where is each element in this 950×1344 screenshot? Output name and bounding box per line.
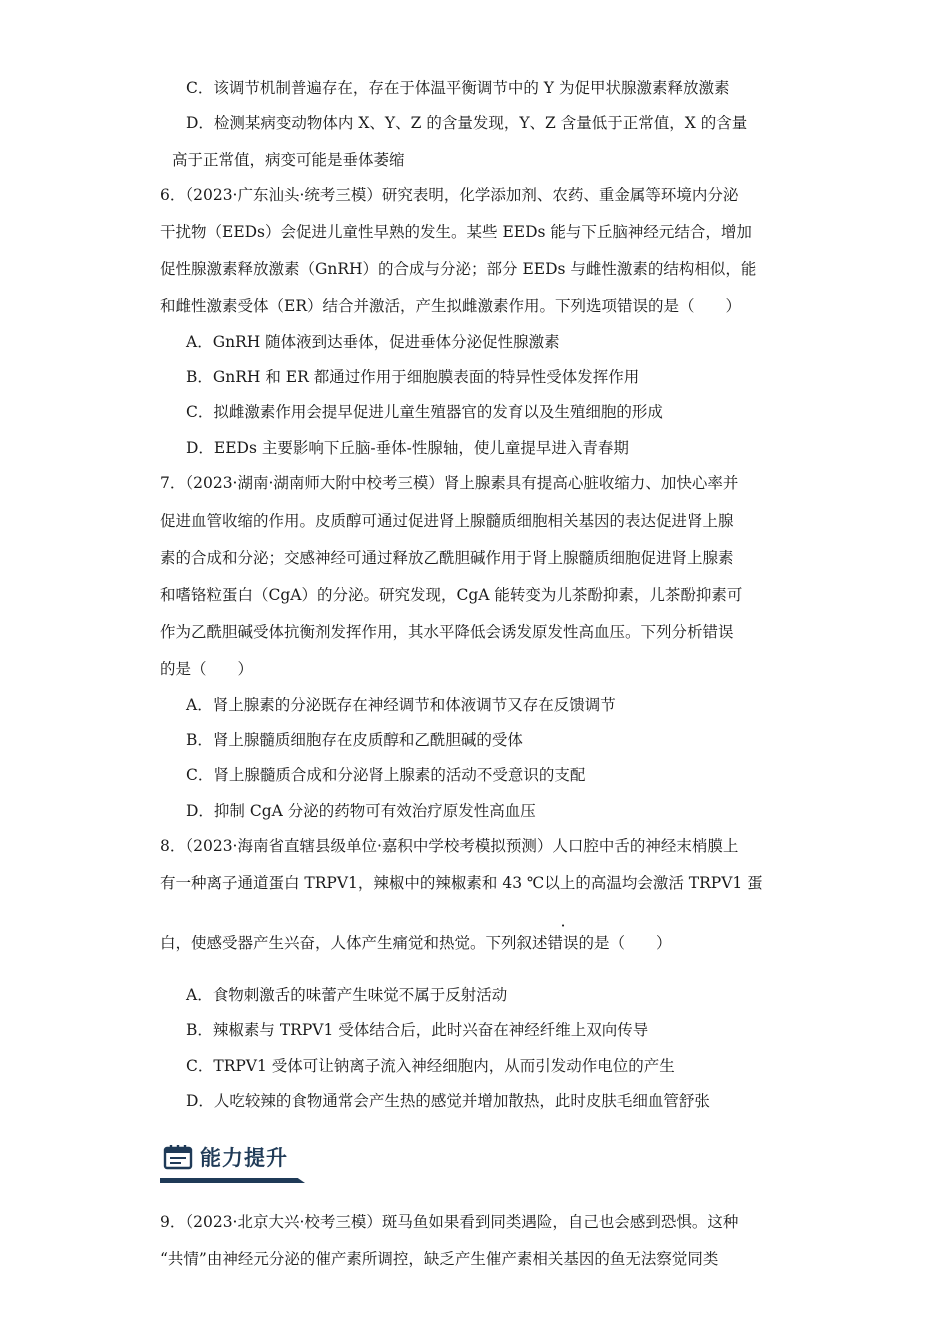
- section-header-ability: [160, 1140, 310, 1186]
- q5-option-d-line2: 高于正常值，病变可能是垂体萎缩: [172, 151, 405, 169]
- q9-stem-line1: 9．（2023·北京大兴·校考三模）斑马鱼如果看到同类遇险，自己也会感到恐惧。这种: [160, 1213, 739, 1231]
- q8-stem-line3-start: 白，使感受器产生兴奋，人体产生痛觉和热觉。下列叙述: [160, 934, 548, 952]
- q6-stem-line2: 干扰物（EEDs）会促进儿童性早熟的发生。某些 EEDs 能与下丘脑神经元结合，增加: [160, 223, 752, 241]
- q7-stem-line2: 促进血管收缩的作用。皮质醇可通过促进肾上腺髓质细胞相关基因的表达促进肾上腺: [160, 512, 734, 530]
- q6-stem-line3: 促性腺激素释放激素（GnRH）的合成与分泌；部分 EEDs 与雌性激素的结构相似，能: [160, 260, 757, 278]
- q7-option-d: D．抑制 CgA 分泌的药物可有效治疗原发性高血压: [186, 802, 536, 820]
- q6-stem-line4: 和雌性激素受体（ER）结合并激活，产生拟雌激素作用。下列选项错误的是（ ）: [160, 297, 741, 315]
- q7-stem-line5: 作为乙酰胆碱受体抗衡剂发挥作用，其水平降低会诱发原发性高血压。下列分析错误: [160, 623, 734, 641]
- q8-option-a: A．食物刺激舌的味蕾产生味觉不属于反射活动: [186, 986, 508, 1004]
- q6-option-a: A．GnRH 随体液到达垂体，促进垂体分泌促性腺激素: [186, 333, 560, 351]
- q6-option-b: B．GnRH 和 ER 都通过作用于细胞膜表面的特异性受体发挥作用: [186, 368, 640, 386]
- q6-stem-line1: 6．（2023·广东汕头·统考三模）研究表明，化学添加剂、农药、重金属等环境内分泌: [160, 186, 739, 204]
- q8-stem-line3-end: 的是（ ）: [578, 934, 672, 952]
- q5-option-d-line1: D．检测某病变动物体内 X、Y、Z 的含量发现，Y、Z 含量低于正常值，X 的含量: [186, 114, 748, 132]
- q7-stem-line4: 和嗜铬粒蛋白（CgA）的分泌。研究发现，CgA 能转变为儿茶酚抑素，儿茶酚抑素可: [160, 586, 743, 604]
- section-title: 能力提升: [200, 1146, 288, 1170]
- q6-option-c: C．拟雌激素作用会提早促进儿童生殖器官的发育以及生殖细胞的形成: [186, 403, 663, 421]
- q8-stem-line2: 有一种离子通道蛋白 TRPV1，辣椒中的辣椒素和 43 ℃以上的高温均会激活 TRPV1 蛋: [160, 874, 763, 892]
- emphasis-dotted-text: 错误: [547, 934, 579, 952]
- section-underline: [160, 1178, 305, 1183]
- q7-stem-line3: 素的合成和分泌；交感神经可通过释放乙酰胆碱作用于肾上腺髓质细胞促进肾上腺素: [160, 549, 734, 567]
- notebook-icon: [163, 1144, 193, 1170]
- q5-option-c: C．该调节机制普遍存在，存在于体温平衡调节中的 Y 为促甲状腺激素释放激素: [186, 79, 730, 97]
- q6-option-d: D．EEDs 主要影响下丘脑-垂体-性腺轴，使儿童提早进入青春期: [186, 439, 629, 457]
- q7-option-a: A．肾上腺素的分泌既存在神经调节和体液调节又存在反馈调节: [186, 696, 616, 714]
- q8-option-b: B．辣椒素与 TRPV1 受体结合后，此时兴奋在神经纤维上双向传导: [186, 1021, 649, 1039]
- q9-stem-line2: “共情”由神经元分泌的催产素所调控，缺乏产生催产素相关基因的鱼无法察觉同类: [160, 1250, 719, 1268]
- q7-stem-line1: 7．（2023·湖南·湖南师大附中校考三模）肾上腺素具有提高心脏收缩力、加快心率并: [160, 474, 739, 492]
- q8-stem-line3: [160, 932, 790, 954]
- q8-stem-line1: 8．（2023·海南省直辖县级单位·嘉积中学校考模拟预测）人口腔中舌的神经末梢膜上: [160, 837, 739, 855]
- q7-option-b: B．肾上腺髓质细胞存在皮质醇和乙酰胆碱的受体: [186, 731, 523, 749]
- q8-option-d: D．人吃较辣的食物通常会产生热的感觉并增加散热，此时皮肤毛细血管舒张: [186, 1092, 710, 1110]
- q8-option-c: C．TRPV1 受体可让钠离子流入神经细胞内，从而引发动作电位的产生: [186, 1057, 675, 1075]
- q7-stem-line6: 的是（ ）: [160, 660, 254, 678]
- q7-option-c: C．肾上腺髓质合成和分泌肾上腺素的活动不受意识的支配: [186, 766, 586, 784]
